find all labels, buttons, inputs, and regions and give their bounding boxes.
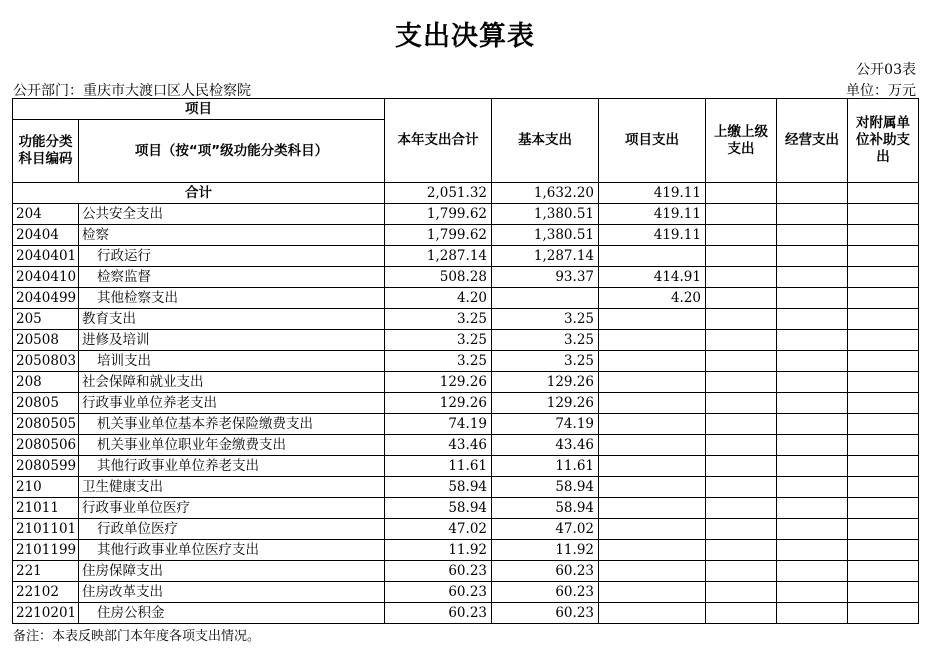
row-name: 检察监督: [79, 267, 385, 288]
expenditure-table: [12, 98, 919, 624]
row-upper: [706, 351, 777, 372]
total-business: [777, 183, 848, 204]
row-proj: 419.11: [599, 225, 706, 246]
row-total: 43.46: [385, 435, 492, 456]
row-proj: [599, 582, 706, 603]
row-business: [777, 498, 848, 519]
row-proj: [599, 519, 706, 540]
row-business: [777, 330, 848, 351]
row-proj: [599, 246, 706, 267]
row-subsidy: [848, 603, 919, 624]
row-upper: [706, 456, 777, 477]
table-row: [13, 393, 919, 414]
row-name: 行政事业单位养老支出: [79, 393, 385, 414]
row-proj: 4.20: [599, 288, 706, 309]
row-subsidy: [848, 519, 919, 540]
row-subsidy: [848, 393, 919, 414]
row-total: 129.26: [385, 372, 492, 393]
row-basic: 74.19: [492, 414, 599, 435]
row-business: [777, 351, 848, 372]
table-row: [13, 540, 919, 561]
row-upper: [706, 372, 777, 393]
total-label: 合计: [13, 183, 385, 204]
header-upper: 上缴上级支出: [706, 99, 777, 183]
row-proj: [599, 414, 706, 435]
row-basic: 93.37: [492, 267, 599, 288]
row-code: 20404: [13, 225, 79, 246]
row-code: 2050803: [13, 351, 79, 372]
row-proj: [599, 477, 706, 498]
row-name: 住房改革支出: [79, 582, 385, 603]
row-total: 3.25: [385, 330, 492, 351]
table-row: [13, 435, 919, 456]
header-basic: 基本支出: [492, 99, 599, 183]
row-proj: [599, 561, 706, 582]
header-total: 本年支出合计: [385, 99, 492, 183]
row-name: 行政运行: [79, 246, 385, 267]
row-upper: [706, 288, 777, 309]
row-basic: 60.23: [492, 561, 599, 582]
table-row: [13, 372, 919, 393]
row-business: [777, 582, 848, 603]
row-proj: [599, 393, 706, 414]
row-code: 2040401: [13, 246, 79, 267]
row-business: [777, 372, 848, 393]
row-subsidy: [848, 204, 919, 225]
table-row: [13, 267, 919, 288]
row-basic: 129.26: [492, 372, 599, 393]
row-subsidy: [848, 414, 919, 435]
row-upper: [706, 393, 777, 414]
row-code: 20805: [13, 393, 79, 414]
row-total: 58.94: [385, 498, 492, 519]
row-code: 221: [13, 561, 79, 582]
table-row: [13, 246, 919, 267]
row-name: 行政事业单位医疗: [79, 498, 385, 519]
row-upper: [706, 582, 777, 603]
row-name: 住房保障支出: [79, 561, 385, 582]
row-total: 508.28: [385, 267, 492, 288]
row-basic: 1,287.14: [492, 246, 599, 267]
row-basic: 60.23: [492, 582, 599, 603]
table-row: [13, 309, 919, 330]
row-upper: [706, 225, 777, 246]
row-proj: [599, 603, 706, 624]
table-row: [13, 603, 919, 624]
row-subsidy: [848, 498, 919, 519]
row-total: 1,799.62: [385, 225, 492, 246]
row-business: [777, 414, 848, 435]
row-upper: [706, 309, 777, 330]
row-code: 204: [13, 204, 79, 225]
row-name: 社会保障和就业支出: [79, 372, 385, 393]
table-row: [13, 561, 919, 582]
row-proj: 419.11: [599, 204, 706, 225]
row-proj: [599, 540, 706, 561]
row-name: 教育支出: [79, 309, 385, 330]
table-row: [13, 498, 919, 519]
row-name: 其他检察支出: [79, 288, 385, 309]
row-subsidy: [848, 372, 919, 393]
row-upper: [706, 561, 777, 582]
row-upper: [706, 603, 777, 624]
row-code: 2040499: [13, 288, 79, 309]
row-business: [777, 477, 848, 498]
row-upper: [706, 519, 777, 540]
row-code: 210: [13, 477, 79, 498]
header-name: 项目（按“项”级功能分类科目）: [79, 120, 385, 183]
row-total: 11.92: [385, 540, 492, 561]
row-name: 进修及培训: [79, 330, 385, 351]
row-subsidy: [848, 246, 919, 267]
row-total: 3.25: [385, 309, 492, 330]
row-upper: [706, 204, 777, 225]
row-code: 22102: [13, 582, 79, 603]
row-total: 1,799.62: [385, 204, 492, 225]
row-name: 检察: [79, 225, 385, 246]
row-proj: [599, 456, 706, 477]
row-basic: 3.25: [492, 330, 599, 351]
row-code: 2210201: [13, 603, 79, 624]
row-name: 培训支出: [79, 351, 385, 372]
row-basic: 47.02: [492, 519, 599, 540]
table-row: [13, 456, 919, 477]
header-project-expenditure: 项目支出: [599, 99, 706, 183]
row-name: 行政单位医疗: [79, 519, 385, 540]
row-total: 11.61: [385, 456, 492, 477]
row-business: [777, 456, 848, 477]
total-upper: [706, 183, 777, 204]
form-number: 公开03表: [856, 62, 916, 78]
row-subsidy: [848, 435, 919, 456]
row-business: [777, 540, 848, 561]
row-subsidy: [848, 477, 919, 498]
header-code: 功能分类科目编码: [13, 120, 79, 183]
row-upper: [706, 246, 777, 267]
row-name: 公共安全支出: [79, 204, 385, 225]
row-subsidy: [848, 561, 919, 582]
row-proj: 414.91: [599, 267, 706, 288]
row-basic: 43.46: [492, 435, 599, 456]
unit-label: 单位：万元: [846, 83, 916, 99]
row-business: [777, 561, 848, 582]
row-upper: [706, 267, 777, 288]
row-total: 60.23: [385, 603, 492, 624]
row-code: 21011: [13, 498, 79, 519]
row-name: 机关事业单位职业年金缴费支出: [79, 435, 385, 456]
row-code: 2080506: [13, 435, 79, 456]
row-proj: [599, 372, 706, 393]
header-subsidy: 对附属单位补助支出: [848, 99, 919, 183]
row-name: 其他行政事业单位养老支出: [79, 456, 385, 477]
row-code: 2101101: [13, 519, 79, 540]
total-project: 419.11: [599, 183, 706, 204]
row-basic: 3.25: [492, 309, 599, 330]
row-business: [777, 603, 848, 624]
row-code: 2080505: [13, 414, 79, 435]
header-project: 项目: [13, 99, 385, 120]
row-code: 20508: [13, 330, 79, 351]
row-total: 60.23: [385, 582, 492, 603]
row-business: [777, 225, 848, 246]
footnote: 备注：本表反映部门本年度各项支出情况。: [13, 629, 261, 644]
row-basic: 60.23: [492, 603, 599, 624]
row-business: [777, 519, 848, 540]
row-proj: [599, 435, 706, 456]
row-upper: [706, 330, 777, 351]
row-total: 3.25: [385, 351, 492, 372]
row-subsidy: [848, 288, 919, 309]
table-row: [13, 477, 919, 498]
row-code: 208: [13, 372, 79, 393]
total-row: [13, 183, 919, 204]
row-subsidy: [848, 456, 919, 477]
table-row: [13, 519, 919, 540]
row-code: 2101199: [13, 540, 79, 561]
row-subsidy: [848, 582, 919, 603]
row-basic: 11.92: [492, 540, 599, 561]
row-total: 58.94: [385, 477, 492, 498]
row-basic: 3.25: [492, 351, 599, 372]
department-label: 公开部门：重庆市大渡口区人民检察院: [13, 83, 251, 99]
row-total: 47.02: [385, 519, 492, 540]
table-row: [13, 288, 919, 309]
row-subsidy: [848, 225, 919, 246]
row-subsidy: [848, 540, 919, 561]
table-row: [13, 351, 919, 372]
row-upper: [706, 498, 777, 519]
row-proj: [599, 309, 706, 330]
row-subsidy: [848, 351, 919, 372]
row-basic: 58.94: [492, 477, 599, 498]
row-proj: [599, 351, 706, 372]
row-business: [777, 435, 848, 456]
row-total: 74.19: [385, 414, 492, 435]
row-proj: [599, 330, 706, 351]
row-basic: 58.94: [492, 498, 599, 519]
row-code: 205: [13, 309, 79, 330]
row-basic: 129.26: [492, 393, 599, 414]
row-subsidy: [848, 330, 919, 351]
row-basic: [492, 288, 599, 309]
row-total: 1,287.14: [385, 246, 492, 267]
table-row: [13, 414, 919, 435]
row-code: 2080599: [13, 456, 79, 477]
row-total: 60.23: [385, 561, 492, 582]
row-name: 住房公积金: [79, 603, 385, 624]
row-business: [777, 309, 848, 330]
row-business: [777, 267, 848, 288]
row-subsidy: [848, 267, 919, 288]
total-amount: 2,051.32: [385, 183, 492, 204]
table-row: [13, 330, 919, 351]
row-basic: 1,380.51: [492, 204, 599, 225]
header-business: 经营支出: [777, 99, 848, 183]
row-name: 其他行政事业单位医疗支出: [79, 540, 385, 561]
row-business: [777, 204, 848, 225]
row-upper: [706, 477, 777, 498]
total-subsidy: [848, 183, 919, 204]
row-upper: [706, 435, 777, 456]
row-name: 卫生健康支出: [79, 477, 385, 498]
row-proj: [599, 498, 706, 519]
row-code: 2040410: [13, 267, 79, 288]
table-row: [13, 204, 919, 225]
row-subsidy: [848, 309, 919, 330]
row-basic: 11.61: [492, 456, 599, 477]
row-total: 129.26: [385, 393, 492, 414]
row-name: 机关事业单位基本养老保险缴费支出: [79, 414, 385, 435]
page-title: 支出决算表: [395, 21, 535, 52]
row-basic: 1,380.51: [492, 225, 599, 246]
row-upper: [706, 540, 777, 561]
row-total: 4.20: [385, 288, 492, 309]
row-upper: [706, 414, 777, 435]
row-business: [777, 393, 848, 414]
row-business: [777, 288, 848, 309]
table-row: [13, 582, 919, 603]
table-row: [13, 225, 919, 246]
row-business: [777, 246, 848, 267]
total-basic: 1,632.20: [492, 183, 599, 204]
